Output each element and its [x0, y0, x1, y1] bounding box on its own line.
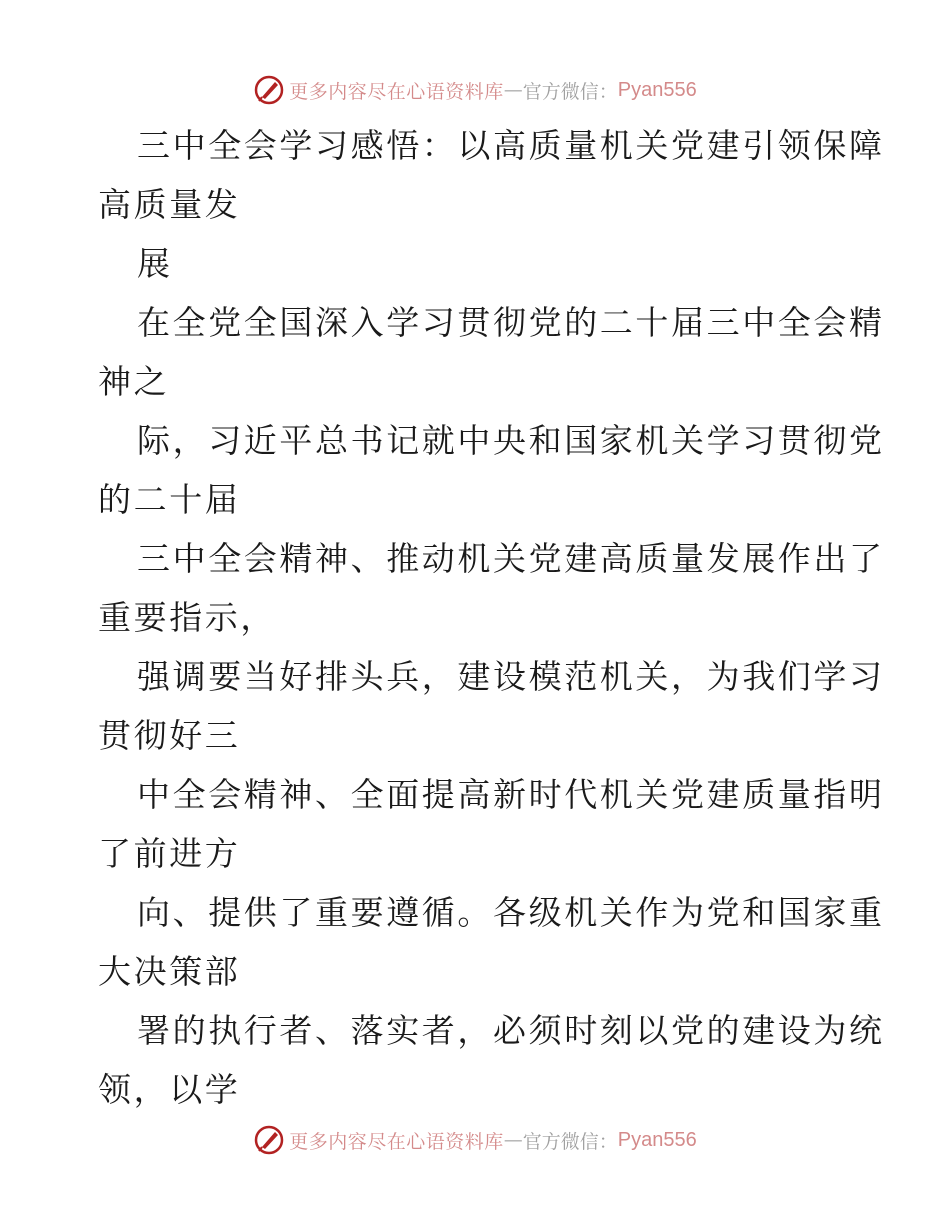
watermark-sub-text: 官方微信：	[522, 1130, 618, 1153]
text-line: 三中全会学习感悟：以高质量机关党建引领保障	[137, 126, 885, 165]
watermark-wechat-id: Pyan556	[617, 1128, 697, 1151]
quill-logo-icon	[253, 1124, 285, 1156]
text-line: 在全党全国深入学习贯彻党的二十届三中全会精	[137, 303, 885, 342]
text-line: 展	[137, 244, 173, 283]
text-line: 了前进方	[98, 834, 241, 873]
watermark-dash: —	[503, 79, 523, 101]
text-line: 向、提供了重要遵循。各级机关作为党和国家重	[137, 893, 885, 932]
watermark-sub-text: 官方微信：	[522, 80, 618, 103]
quill-logo-icon	[253, 74, 285, 106]
text-line: 三中全会精神、推动机关党建高质量发展作出了	[137, 539, 885, 578]
watermark-footer	[0, 1120, 950, 1160]
watermark-header	[0, 70, 950, 110]
text-line: 的二十届	[98, 480, 241, 519]
watermark-main-text: 更多内容尽在心语资料库	[289, 80, 504, 103]
watermark-wechat-id: Pyan556	[617, 78, 697, 101]
text-line: 大决策部	[98, 952, 241, 991]
text-line: 神之	[98, 362, 170, 401]
text-line: 领，以学	[98, 1070, 241, 1109]
text-line: 际，习近平总书记就中央和国家机关学习贯彻党	[137, 421, 885, 460]
watermark-main-text: 更多内容尽在心语资料库	[289, 1130, 504, 1153]
text-line: 中全会精神、全面提高新时代机关党建质量指明	[137, 775, 885, 814]
text-line: 重要指示，	[98, 598, 276, 637]
text-line: 贯彻好三	[98, 716, 241, 755]
watermark-dash: —	[503, 1129, 523, 1151]
text-line: 强调要当好排头兵，建设模范机关，为我们学习	[137, 657, 885, 696]
text-line: 高质量发	[98, 185, 241, 224]
text-line: 署的执行者、落实者，必须时刻以党的建设为统	[137, 1011, 885, 1050]
